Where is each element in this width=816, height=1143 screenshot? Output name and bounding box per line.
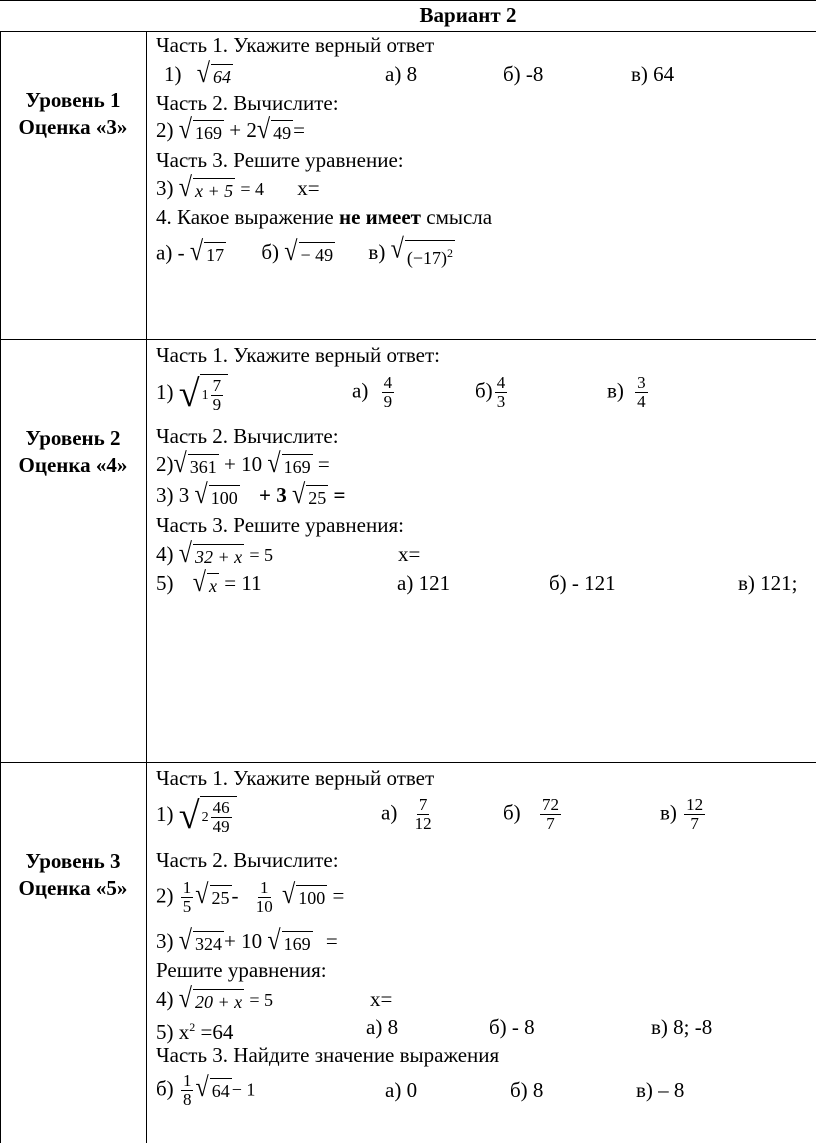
sqrt-expression: √ 1 $\frac{7}{9}$ bbox=[179, 374, 228, 414]
option-label: б) bbox=[475, 378, 493, 403]
l3-question-1 bbox=[156, 796, 237, 836]
sqrt-expression: √ x + 5 bbox=[178, 172, 234, 204]
question-number: 1) bbox=[156, 801, 174, 826]
l3-q1-option-a bbox=[381, 796, 436, 833]
l2-part2-heading: Часть 2. Вычислите: bbox=[156, 424, 339, 448]
sqrt-argument: − 49 bbox=[299, 242, 336, 266]
l2-question-3 bbox=[156, 479, 346, 511]
option-label: а) bbox=[352, 378, 369, 403]
sqrt-argument bbox=[405, 240, 455, 269]
equation-rhs: = 5 bbox=[249, 545, 274, 565]
equals-sign: = bbox=[333, 483, 346, 507]
l2-q5-option-c: в) 121; bbox=[738, 571, 798, 595]
sqrt-argument: 169 bbox=[282, 931, 313, 955]
sqrt-expression: √ 169 bbox=[267, 925, 311, 957]
question-number: 5) bbox=[156, 571, 174, 595]
l2-q5-option-a: а) 121 bbox=[397, 571, 451, 595]
l3-part1-heading: Часть 1. Укажите верный ответ bbox=[156, 766, 435, 790]
operator: + 2 bbox=[229, 118, 257, 142]
numerator: 4 bbox=[496, 373, 506, 392]
question-emphasis: не имеет bbox=[338, 205, 421, 229]
operator: + 3 bbox=[259, 483, 287, 507]
option-label: в) bbox=[660, 800, 677, 825]
equals-sign: = bbox=[317, 452, 330, 476]
question-number: 2) bbox=[156, 452, 174, 476]
denominator: 49 bbox=[212, 817, 230, 836]
l3-question-2 bbox=[156, 879, 344, 916]
sqrt-expression: √ 20 + x bbox=[178, 983, 243, 1015]
l2-q1-option-c bbox=[607, 374, 650, 411]
question-number: б) bbox=[156, 1076, 174, 1101]
mixed-number bbox=[200, 374, 229, 414]
denominator: 5 bbox=[182, 897, 192, 916]
whole-part: 1 bbox=[201, 387, 209, 403]
operator: + 10 bbox=[224, 929, 263, 953]
equals-sign: = bbox=[332, 883, 345, 908]
l1-question-4-options bbox=[156, 233, 455, 269]
exponent: 2 bbox=[189, 1020, 196, 1034]
row-divider-1 bbox=[0, 339, 816, 340]
question-text: смысла bbox=[426, 205, 493, 229]
option-label: б) bbox=[503, 800, 521, 825]
numerator: 1 bbox=[182, 878, 192, 897]
denominator: 3 bbox=[496, 392, 506, 411]
equation-rhs: = 11 bbox=[224, 571, 262, 595]
level-name: Уровень 1 bbox=[25, 88, 121, 112]
l2-part1-heading: Часть 1. Укажите верный ответ: bbox=[156, 343, 440, 367]
power-base: (−17) bbox=[406, 248, 447, 268]
sqrt-argument: 25 bbox=[210, 885, 232, 909]
l2-question-1 bbox=[156, 374, 228, 414]
l3-question-3 bbox=[156, 925, 338, 957]
l1-question-1 bbox=[156, 58, 233, 90]
sqrt-expression: √ 64 bbox=[195, 1072, 230, 1104]
l3-q1-option-c bbox=[660, 796, 707, 833]
sqrt-expression: √ x bbox=[192, 567, 217, 599]
sqrt-expression: √ − 49 bbox=[284, 236, 334, 268]
l3-question-6 bbox=[156, 1072, 255, 1109]
sqrt-expression: √ 32 + x bbox=[178, 538, 243, 570]
level-name: Уровень 2 bbox=[25, 426, 121, 450]
operator: - bbox=[231, 883, 239, 908]
question-number: 2) bbox=[156, 883, 174, 908]
numerator: 1 bbox=[260, 878, 269, 897]
sqrt-argument: 64 bbox=[210, 1078, 232, 1102]
sqrt-expression: √ 17 bbox=[189, 236, 225, 268]
denominator: 7 bbox=[690, 814, 699, 833]
sqrt-argument: x bbox=[207, 573, 219, 597]
numerator: 46 bbox=[212, 798, 230, 817]
equation-rhs: = 5 bbox=[249, 990, 274, 1010]
l1-question-2 bbox=[156, 114, 305, 146]
sqrt-argument: 169 bbox=[282, 454, 313, 478]
question-number: 4) bbox=[156, 542, 174, 566]
question-number: 4) bbox=[156, 987, 174, 1011]
sqrt-argument: 25 bbox=[306, 485, 328, 509]
sqrt-argument: 361 bbox=[188, 454, 219, 478]
l3-q6-option-c: в) – 8 bbox=[636, 1078, 685, 1102]
equals-sign: = bbox=[293, 118, 305, 142]
l3-q6-option-b: б) 8 bbox=[510, 1078, 544, 1102]
denominator: 9 bbox=[212, 395, 222, 414]
l1-q1-option-a: а) 8 bbox=[385, 62, 418, 86]
denominator: 4 bbox=[637, 392, 646, 411]
l2-question-5 bbox=[156, 567, 262, 599]
sqrt-argument: 100 bbox=[296, 885, 327, 909]
sqrt-expression: √ 25 bbox=[291, 479, 327, 511]
level-2-label bbox=[0, 425, 146, 479]
l3-question-5 bbox=[156, 1015, 233, 1044]
question-number: 1) bbox=[156, 379, 174, 404]
numerator: 7 bbox=[212, 376, 222, 395]
l3-part2-heading: Часть 2. Вычислите: bbox=[156, 848, 339, 872]
question-number: 1) bbox=[164, 62, 182, 86]
question-number: 3) 3 bbox=[156, 483, 190, 507]
table-border-left bbox=[0, 31, 1, 1143]
l2-question-2 bbox=[156, 448, 330, 480]
l2-q1-option-a bbox=[352, 374, 396, 411]
answer-prompt: x= bbox=[297, 176, 320, 200]
l1-q1-option-c: в) 64 bbox=[631, 62, 675, 86]
operator: + 10 bbox=[224, 452, 263, 476]
l2-q5-option-b: б) - 121 bbox=[549, 571, 616, 595]
variant-title: Вариант 2 bbox=[419, 3, 517, 27]
sqrt-expression: √ 64 bbox=[196, 58, 231, 90]
grade-name: Оценка «4» bbox=[18, 453, 128, 477]
l2-q4-answer-prompt: x= bbox=[398, 542, 421, 566]
question-text: 4. Какое выражение bbox=[156, 205, 334, 229]
mixed-number bbox=[200, 796, 237, 836]
l3-equations-heading: Решите уравнения: bbox=[156, 958, 327, 982]
row-divider-2 bbox=[0, 762, 816, 763]
table-border-top bbox=[0, 0, 816, 1]
l3-q6-option-a: а) 0 bbox=[385, 1078, 418, 1102]
option-b-label: б) bbox=[261, 240, 279, 265]
denominator: 7 bbox=[546, 814, 555, 833]
sqrt-expression: √ $(-17)^2$ bbox=[390, 233, 453, 268]
option-label: а) bbox=[381, 800, 398, 825]
option-label: в) bbox=[607, 378, 624, 403]
sqrt-argument: x + 5 bbox=[193, 178, 235, 202]
l3-q5-option-a: а) 8 bbox=[366, 1015, 399, 1039]
l1-question-4-heading bbox=[156, 205, 492, 229]
sqrt-expression: √ 2 $\frac{46}{49}$ bbox=[179, 796, 237, 836]
sqrt-expression: √ 361 bbox=[173, 448, 217, 480]
sqrt-expression: √ 100 bbox=[282, 879, 326, 911]
l3-q5-option-b: б) - 8 bbox=[489, 1015, 535, 1039]
sqrt-expression: √ 25 bbox=[195, 879, 230, 911]
numerator: 7 bbox=[418, 795, 428, 814]
equation-rhs: = 4 bbox=[240, 179, 265, 199]
sqrt-argument: 64 bbox=[211, 64, 233, 88]
level-name: Уровень 3 bbox=[25, 849, 121, 873]
expression-tail: − 1 bbox=[231, 1079, 256, 1100]
sqrt-expression: √ 324 bbox=[178, 925, 222, 957]
equation-rhs: =64 bbox=[200, 1020, 234, 1044]
grade-name: Оценка «5» bbox=[18, 876, 128, 900]
l1-part3-heading: Часть 3. Решите уравнение: bbox=[156, 148, 404, 172]
question-number: 2) bbox=[156, 118, 174, 142]
l1-question-3 bbox=[156, 172, 320, 204]
denominator: 12 bbox=[414, 814, 432, 833]
l3-q5-option-c: в) 8; -8 bbox=[651, 1015, 713, 1039]
numerator: 12 bbox=[686, 795, 704, 814]
l3-q1-option-b bbox=[503, 796, 563, 833]
sqrt-expression: √ 49 bbox=[256, 114, 292, 146]
option-c-label: в) bbox=[368, 240, 386, 265]
sqrt-expression: √ 100 bbox=[194, 479, 238, 511]
l3-q4-answer-prompt: x= bbox=[370, 987, 393, 1011]
sqrt-argument: 100 bbox=[209, 485, 240, 509]
numerator: 72 bbox=[541, 795, 559, 814]
column-divider bbox=[146, 31, 147, 1143]
numerator: 3 bbox=[637, 373, 646, 392]
l3-question-4 bbox=[156, 983, 274, 1015]
l1-part2-heading: Часть 2. Вычислите: bbox=[156, 91, 339, 115]
sqrt-argument: 324 bbox=[193, 931, 224, 955]
l3-part3-heading: Часть 3. Найдите значение выражения bbox=[156, 1043, 500, 1067]
l2-q1-option-b bbox=[475, 374, 509, 411]
table-header-divider bbox=[0, 31, 816, 32]
sqrt-expression: √ 169 bbox=[267, 448, 311, 480]
level-1-label bbox=[0, 87, 146, 141]
sqrt-argument: 20 + x bbox=[193, 989, 244, 1013]
sqrt-argument: 169 bbox=[193, 120, 224, 144]
sqrt-argument: 17 bbox=[204, 242, 226, 266]
question-number: 3) bbox=[156, 176, 174, 200]
numerator: 1 bbox=[182, 1071, 192, 1090]
level-3-label bbox=[0, 848, 146, 902]
l1-q1-option-b: б) -8 bbox=[503, 62, 544, 86]
l1-part1-heading: Часть 1. Укажите верный ответ bbox=[156, 33, 435, 57]
l2-question-4 bbox=[156, 538, 274, 570]
whole-part: 2 bbox=[201, 809, 209, 825]
question-number: 5) x bbox=[156, 1020, 190, 1044]
sqrt-argument: 32 + x bbox=[193, 544, 244, 568]
denominator: 10 bbox=[255, 897, 273, 916]
numerator: 4 bbox=[383, 373, 393, 392]
grade-name: Оценка «3» bbox=[18, 115, 128, 139]
option-a-label: а) - bbox=[156, 240, 185, 265]
denominator: 8 bbox=[182, 1090, 192, 1109]
l2-part3-heading: Часть 3. Решите уравнения: bbox=[156, 513, 404, 537]
sqrt-expression: √ 169 bbox=[178, 114, 222, 146]
equals-sign: = bbox=[325, 929, 338, 953]
sqrt-argument: 49 bbox=[271, 120, 293, 144]
exponent: 2 bbox=[446, 246, 453, 260]
question-number: 3) bbox=[156, 929, 174, 953]
denominator: 9 bbox=[383, 392, 393, 411]
